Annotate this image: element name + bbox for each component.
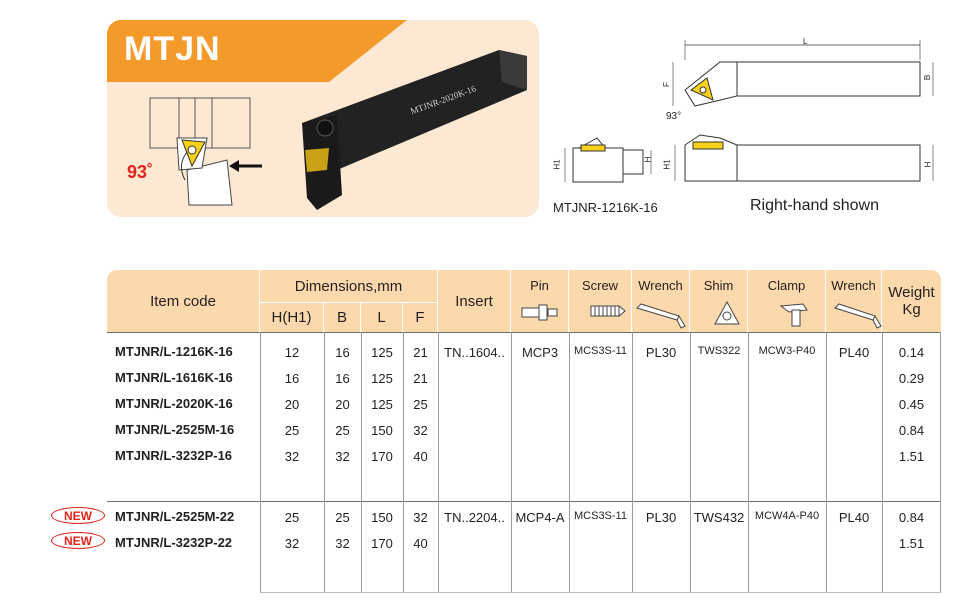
cell-weight: 1.51 [898,449,925,464]
clamp-icon [781,304,807,326]
cell-b: 25 [335,423,350,438]
col-header-h-h1: H(H1) [260,303,324,332]
cell-b: 20 [335,397,350,412]
cell-h: 32 [284,536,300,551]
cell-wrench-1: PL30 [645,345,677,360]
item-code: MTJNR/L-1216K-16 [115,344,233,359]
cell-weight: 0.84 [898,510,925,525]
cell-b: 32 [335,536,350,551]
cell-h: 32 [284,449,300,464]
cell-f: 21 [413,371,428,386]
cell-h: 25 [284,423,300,438]
wrench-1-icon [637,304,685,328]
col-header-f: F [403,303,438,332]
cell-h: 12 [284,345,300,360]
cell-h: 20 [284,397,300,412]
cell-insert: TN..2204.. [444,510,505,525]
cell-l: 125 [371,397,393,412]
item-code: MTJNR/L-3232P-22 [115,535,233,550]
cell-screw: MCS3S-11 [574,345,627,357]
weight-label: Weight [888,284,935,301]
dim-H1-label-right: H1 [662,159,672,170]
cell-weight: 0.45 [898,397,925,412]
dim-H-label-left: H [643,156,653,163]
screw-icon [591,306,625,316]
wrench-1-label: Wrench [638,278,683,293]
cell-f: 21 [413,345,428,360]
approach-angle-label: 93˚ [127,162,154,182]
col-header-l: L [361,303,403,332]
cell-pin: MCP3 [521,345,559,360]
cell-pin: MCP4-A [515,510,565,525]
dim-F-label: F [661,82,671,87]
diagram-caption-left: MTJNR-1216K-16 [553,200,658,215]
cell-b: 25 [335,510,350,525]
cell-wrench-1: PL30 [645,510,677,525]
col-header-insert: Insert [438,270,511,332]
dim-B-label: B [923,74,933,81]
product-card [107,20,539,217]
item-code: MTJNR/L-2525M-16 [115,422,235,437]
item-code: MTJNR/L-2525M-22 [115,509,235,524]
new-badge: NEW [51,532,105,549]
col-header-dimensions: Dimensions,mm [260,270,438,303]
wrench-2-label: Wrench [831,278,876,293]
dim-H1-label-left: H1 [552,159,562,170]
cell-wrench-2: PL40 [838,510,870,525]
cell-weight: 0.84 [898,423,925,438]
cell-shim: TWS322 [697,345,741,357]
item-code: MTJNR/L-2020K-16 [115,396,233,411]
cell-screw: MCS3S-11 [574,510,627,522]
cell-f: 32 [413,423,428,438]
cell-h: 25 [284,510,300,525]
diagram-angle-label: 93° [666,111,682,122]
item-code: MTJNR/L-3232P-16 [115,448,233,463]
shim-icon [715,302,739,324]
cell-insert: TN..1604.. [444,345,505,360]
cell-b: 16 [335,345,350,360]
dim-H-label-right: H [923,161,933,168]
cell-l: 170 [371,449,393,464]
product-title: MTJN [124,30,221,68]
pin-label: Pin [530,278,549,293]
screw-label: Screw [581,278,619,293]
header-rule [107,332,941,333]
clamp-label: Clamp [767,278,806,293]
spec-table [64,270,941,592]
col-header-item-code: Item code [107,270,260,332]
diagram-caption-right: Right-hand shown [750,197,879,214]
wrench-2-icon [835,304,881,328]
new-badge: NEW [51,507,105,524]
cell-wrench-2: PL40 [838,345,870,360]
cell-shim: TWS432 [693,510,745,525]
cell-clamp: MCW4A-P40 [754,510,820,522]
col-header-b: B [324,303,361,332]
group-divider [107,501,941,502]
cell-weight: 1.51 [898,536,925,551]
cell-f: 25 [413,397,428,412]
cell-b: 16 [335,371,350,386]
cell-f: 40 [413,449,428,464]
technical-drawing [545,20,945,200]
cell-l: 150 [371,423,393,438]
cell-h: 16 [284,371,300,386]
cell-l: 150 [371,510,393,525]
cell-weight: 0.29 [898,371,925,386]
bottom-rule [260,592,941,593]
cell-l: 125 [371,345,393,360]
cell-b: 32 [335,449,350,464]
dim-L-label: L [803,37,808,46]
cell-f: 32 [413,510,428,525]
item-code: MTJNR/L-1616K-16 [115,370,233,385]
header-icons [511,300,941,330]
cell-l: 125 [371,371,393,386]
cell-clamp: MCW3-P40 [758,345,816,357]
tool-marking: MTJNR-2020K-16 [409,83,478,117]
cell-f: 40 [413,536,428,551]
shim-label: Shim [703,278,734,293]
pin-icon [522,305,557,320]
weight-unit: Kg [902,301,921,318]
cell-l: 170 [371,536,393,551]
cell-weight: 0.14 [898,345,925,360]
